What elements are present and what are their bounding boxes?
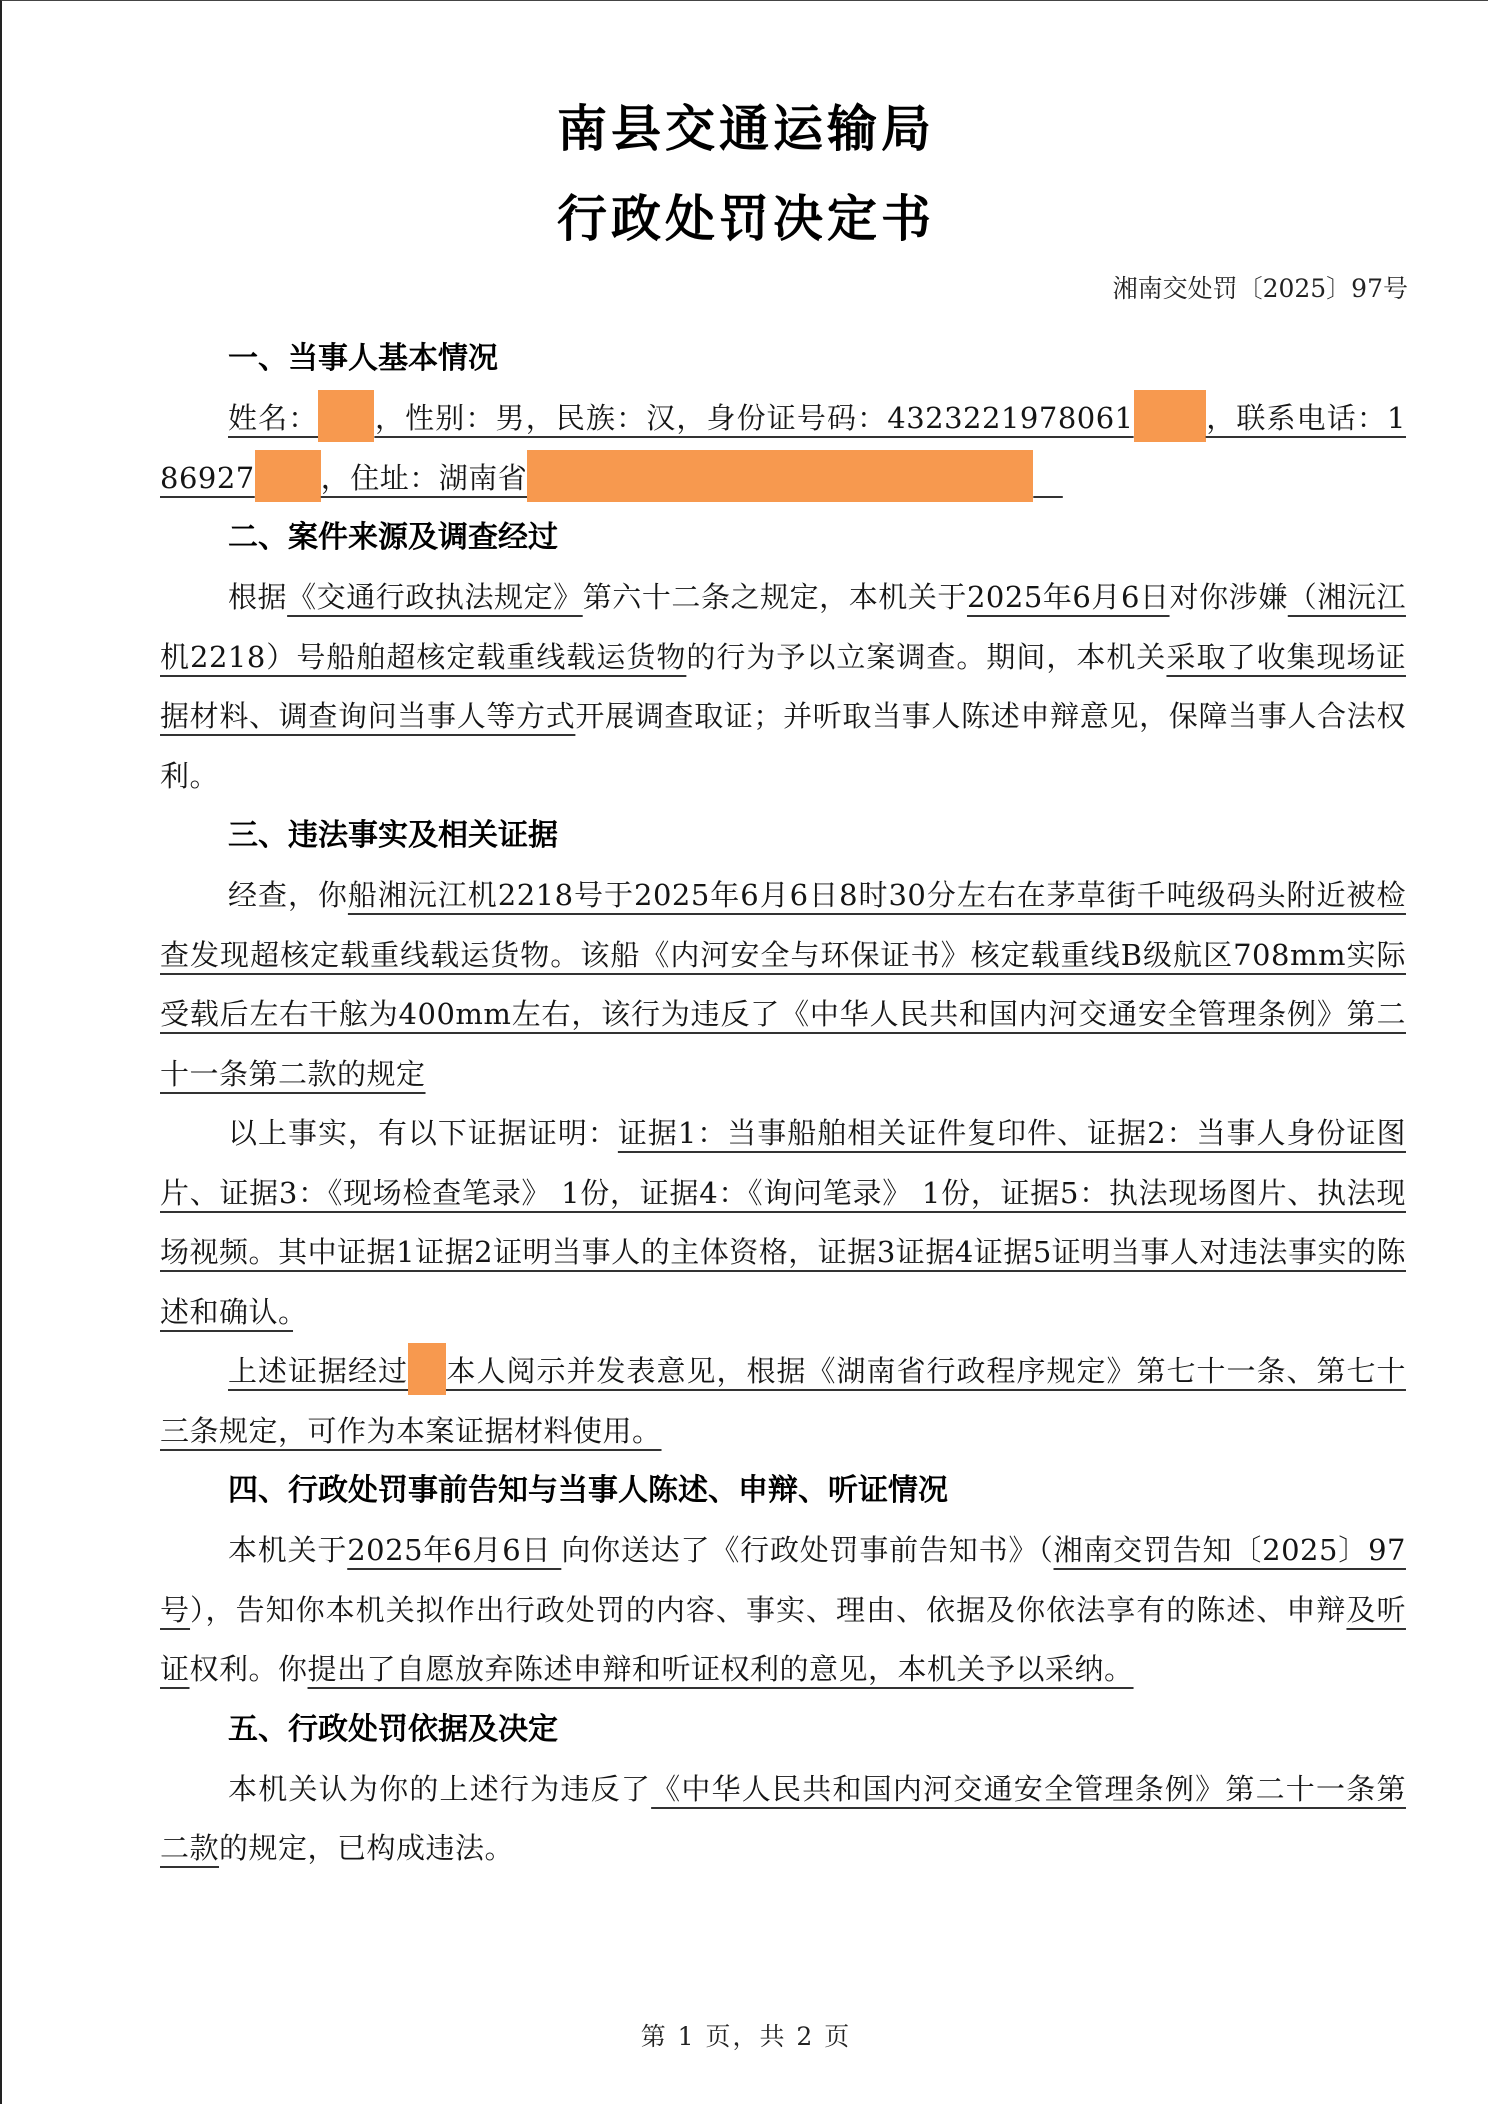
section-2-heading: 二、案件来源及调查经过 [228, 520, 558, 555]
evidence-review-text [160, 1354, 1406, 1448]
redacted-name [318, 390, 374, 442]
notice-paragraph [160, 1521, 1406, 1700]
text-segment: 第六十二条之规定，本机关于 [582, 580, 967, 614]
case-date: 2025年6月6日 [966, 580, 1170, 614]
waiver-statement: 提出了自愿放弃陈述申辩和听证权利的意见，本机关予以采纳。 [307, 1652, 1134, 1686]
facts-paragraph [160, 866, 1406, 1104]
page-indicator: 第 1 页，共 2 页 [640, 2022, 852, 2051]
section-3-heading: 三、违法事实及相关证据 [228, 818, 558, 853]
text-segment: 经查，你 [228, 878, 348, 912]
phone-label: ，联系电话：186927 [160, 401, 1406, 495]
name-label: 姓名： [228, 401, 319, 435]
decision-basis-paragraph [160, 1760, 1406, 1879]
redacted-id-digits [1134, 390, 1206, 442]
notice-number: 湘南交罚告知〔2025〕97号 [160, 1533, 1406, 1627]
document-type-title: 行政处罚决定书 [557, 190, 935, 248]
evidence-list: 证据1：当事船舶相关证件复印件、证据2：当事人身份证图片、证据3：《现场检查笔录》 1份，证据4：《询问笔录》 1份，证据5：执法现场图片、执法现场视频。其中证据1证据2证明当事人的主体资格，证据3证据4证据5证明当事人对违法事实的陈述和确认。 [160, 1116, 1406, 1329]
text-segment: 向你送达了《行政处罚事前告知书》（ [561, 1533, 1054, 1567]
section-1-heading: 一、当事人基本情况 [228, 341, 498, 376]
violated-regulation: 《中华人民共和国内河交通安全管理条例》第二十一条第二款 [160, 1771, 1406, 1865]
gender-id-text: ，性别：男，民族：汉，身份证号码：4323221978061 [374, 401, 1134, 435]
evidence-paragraph [160, 1104, 1406, 1342]
party-info-paragraph [160, 389, 1406, 508]
section-4-heading: 四、行政处罚事前告知与当事人陈述、申辩、听证情况 [228, 1473, 948, 1508]
violation-facts: 船湘沅江机2218号于2025年6月6日8时30分左右在茅草街千吨级码头附近被检查发现超核定载重线载运货物。该船《内河安全与环保证书》核定载重线B级航区708mm实际受载后左右干舷为400mm左右，该行为违反了《中华人民共和国内河交通安全管理条例》第二十一条第二款的规定 [160, 878, 1406, 1091]
redacted-party-name [408, 1343, 446, 1395]
text-segment: 本机关于 [228, 1533, 348, 1567]
text-segment: 根据 [228, 580, 288, 614]
document-authority-title: 南县交通运输局 [557, 100, 935, 158]
text-segment: 权利。你 [189, 1652, 308, 1686]
text-segment: 的规定，已构成违法。 [219, 1831, 515, 1865]
hearing-right: 及听证 [160, 1592, 1406, 1686]
text-segment: 本机关认为你的上述行为违反了 [228, 1771, 652, 1806]
text-segment: 以上事实，有以下证据证明： [228, 1116, 618, 1150]
text-segment: 开展调查取证；并听取当事人陈述申辩意见，保障当事人合法权利。 [160, 699, 1406, 793]
text-segment: 对你涉嫌 [1169, 580, 1288, 614]
text-segment: ），告知你本机关拟作出行政处罚的内容、事实、理由、依据及你依法享有的陈述、申辩 [190, 1592, 1347, 1627]
redacted-address [527, 450, 1033, 502]
redacted-phone-digits [255, 450, 321, 502]
address-label: ，住址：湖南省 [320, 460, 528, 495]
text-segment: 本人阅示并发表意见，根据《湖南省行政程序规定》第七十一条、第七十三条规定，可作为本案证据材料使用。 [160, 1354, 1406, 1448]
section-5-heading: 五、行政处罚依据及决定 [228, 1711, 558, 1747]
investigation-methods: 采取了收集现场证据材料、调查询问当事人等方式 [160, 639, 1406, 733]
text-segment: 上述证据经过 [228, 1354, 408, 1388]
document-number: 湘南交处罚〔2025〕97号 [1112, 274, 1408, 303]
case-source-paragraph [160, 568, 1406, 806]
text-segment: 的行为予以立案调查。期间，本机关 [686, 639, 1167, 674]
evidence-review-paragraph [160, 1342, 1406, 1461]
regulation-reference: 《交通行政执法规定》 [287, 580, 583, 614]
vessel-offense: （湘沅江机2218）号船舶超核定载重线载运货物 [160, 580, 1406, 674]
notice-date: 2025年6月6日 [347, 1533, 562, 1567]
party-info-text [160, 401, 1406, 495]
document-body [160, 329, 1406, 1879]
